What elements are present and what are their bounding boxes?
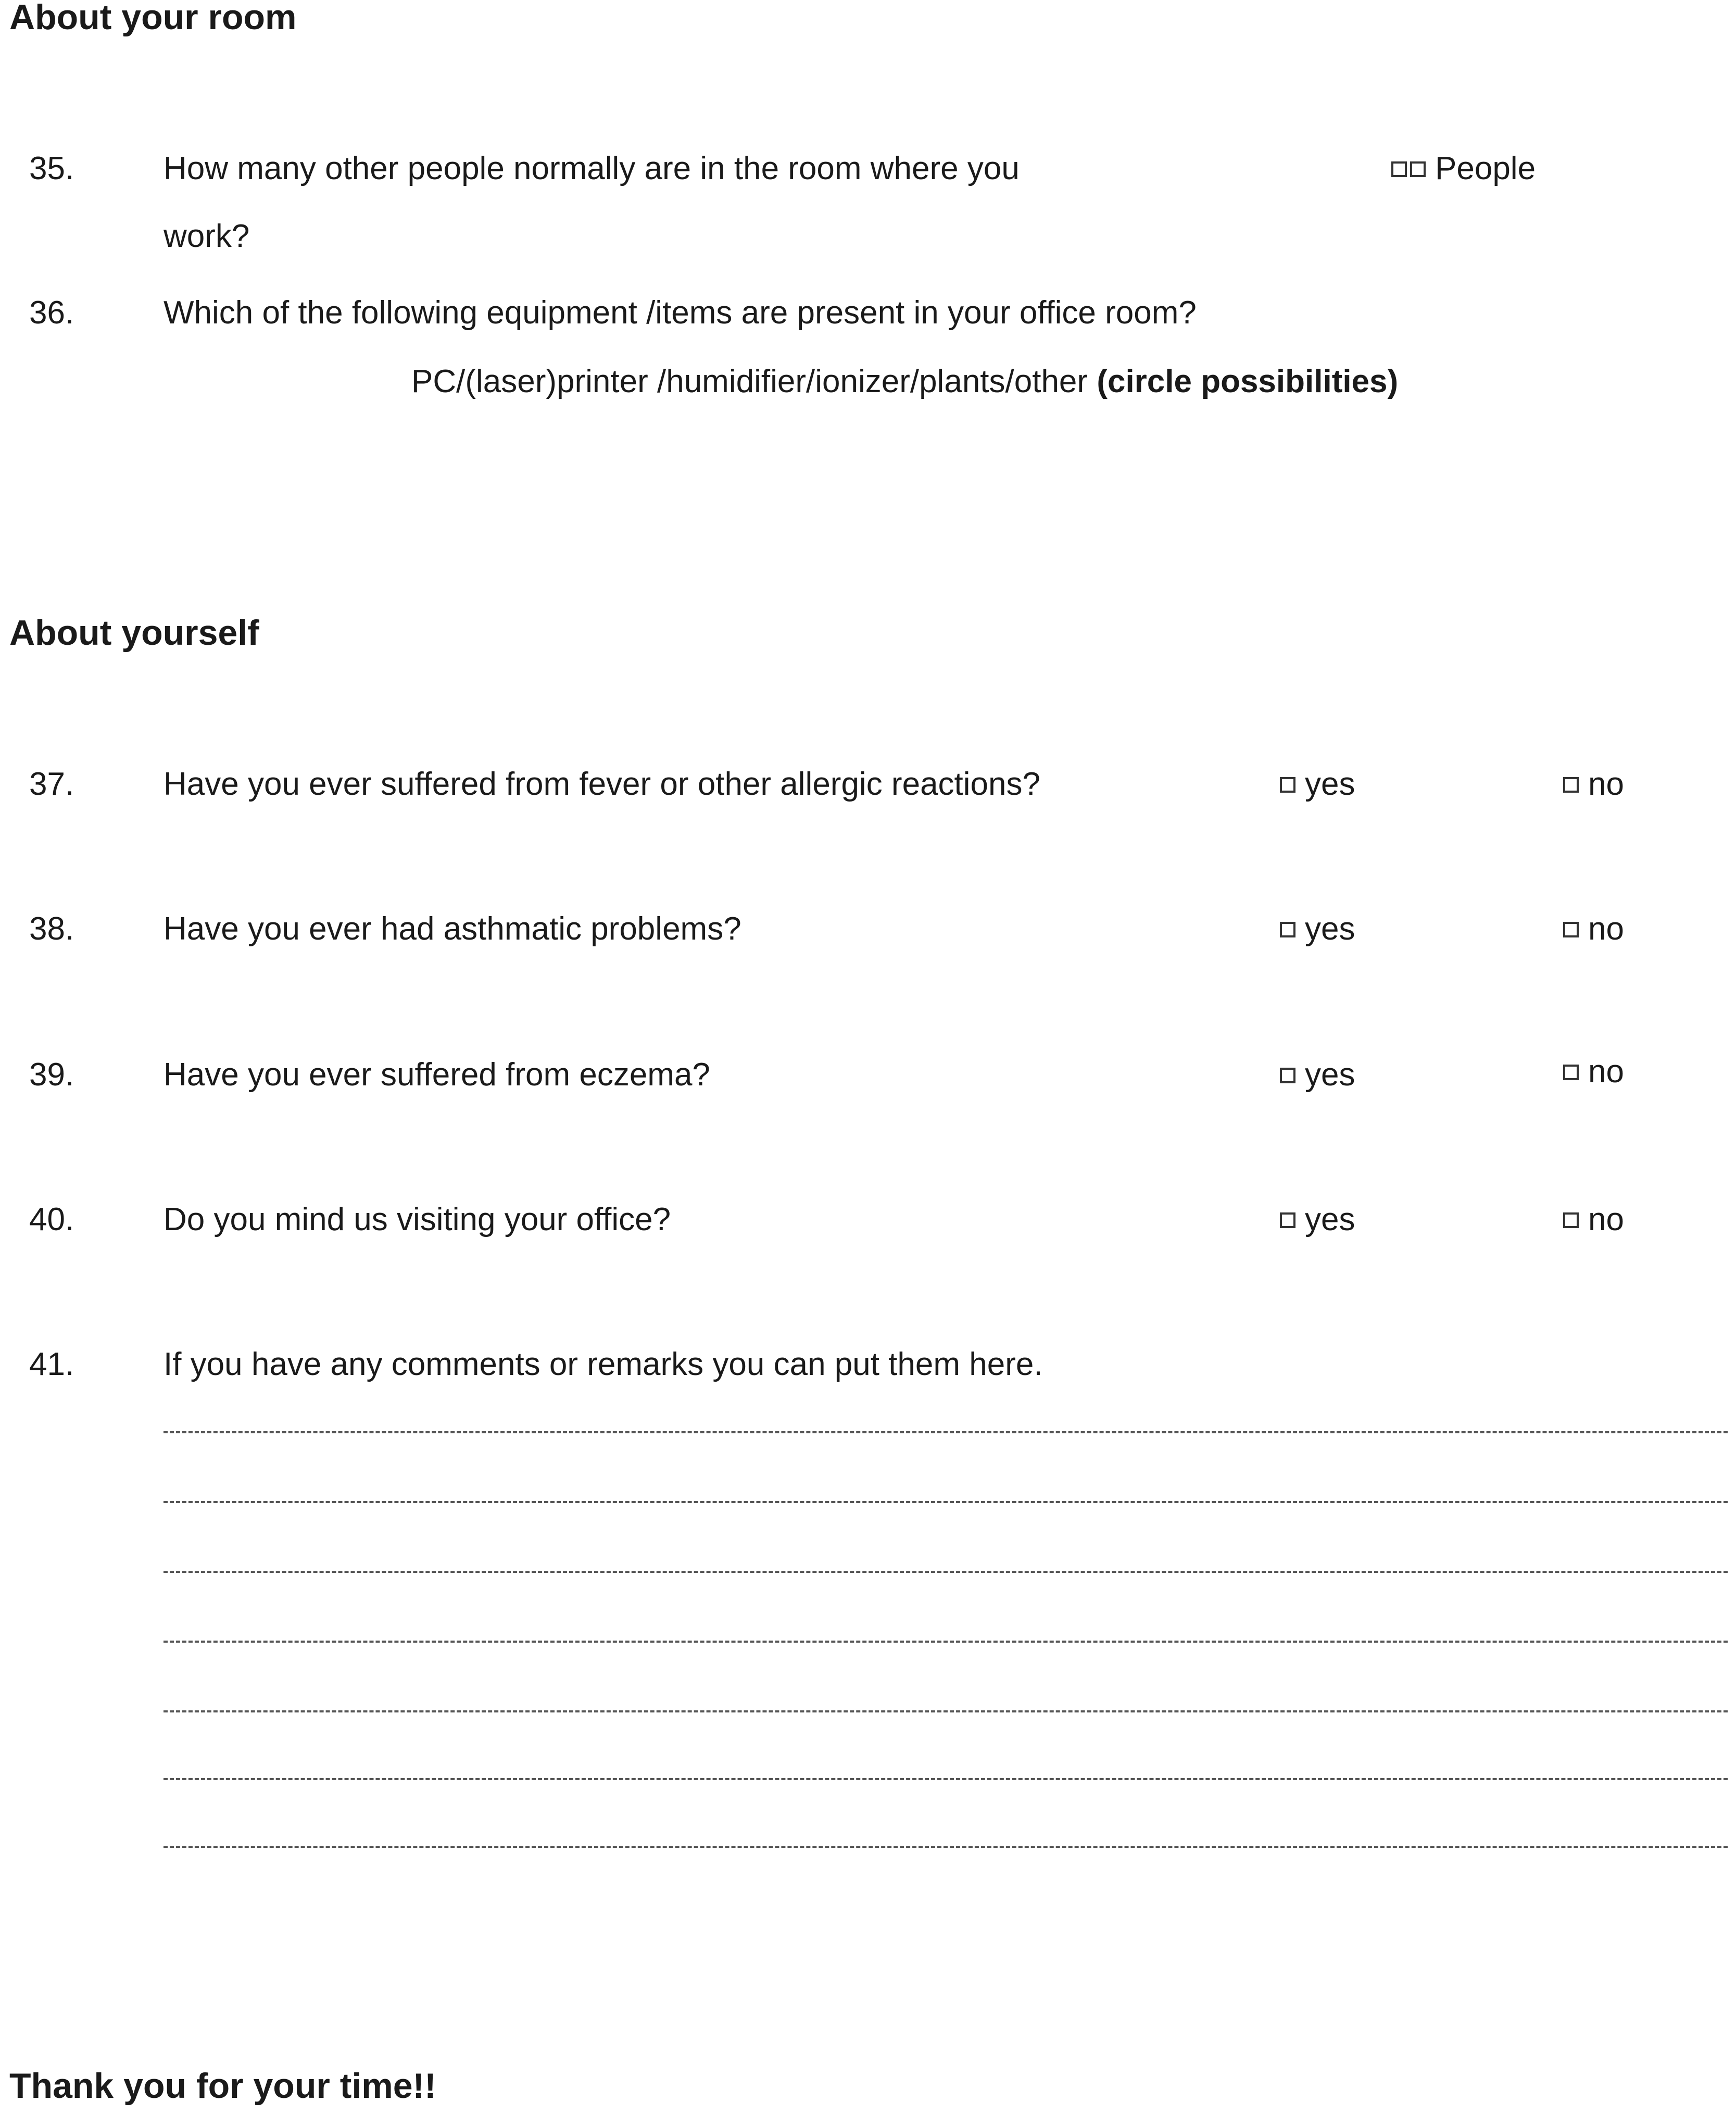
comment-line[interactable] xyxy=(163,1431,1728,1433)
no-label: no xyxy=(1588,766,1624,802)
yes-label: yes xyxy=(1305,766,1355,802)
comment-line[interactable] xyxy=(163,1641,1728,1643)
section-heading-room: About your room xyxy=(9,0,297,37)
question-number-38: 38. xyxy=(29,911,74,947)
answer-yes-37[interactable] xyxy=(1280,766,1355,803)
question-number-36: 36. xyxy=(29,295,74,331)
answer-no-38[interactable] xyxy=(1563,910,1624,947)
answer-no-39[interactable] xyxy=(1563,1053,1624,1090)
checkbox-no-39[interactable] xyxy=(1563,1065,1579,1080)
equipment-options-list[interactable]: PC/(laser)printer /humidifier/ionizer/plants/other xyxy=(411,364,1088,399)
question-number-37: 37. xyxy=(29,766,74,802)
question-number-39: 39. xyxy=(29,1057,74,1093)
yes-label: yes xyxy=(1305,1057,1355,1093)
question-text-41: If you have any comments or remarks you can put them here. xyxy=(163,1346,1043,1382)
question-text-40: Do you mind us visiting your office? xyxy=(163,1202,671,1237)
checkbox-yes-39[interactable] xyxy=(1280,1068,1295,1083)
checkbox-digit-1[interactable] xyxy=(1391,161,1407,177)
comment-line[interactable] xyxy=(163,1571,1728,1573)
circle-instruction: (circle possibilities) xyxy=(1097,364,1399,399)
thank-you-note: Thank you for your time!! xyxy=(9,2066,436,2106)
answer-yes-38[interactable] xyxy=(1280,910,1355,947)
checkbox-yes-38[interactable] xyxy=(1280,922,1295,937)
people-label: People xyxy=(1435,151,1536,186)
yes-label: yes xyxy=(1305,911,1355,947)
checkbox-yes-40[interactable] xyxy=(1280,1212,1295,1228)
comment-line[interactable] xyxy=(163,1710,1728,1712)
question-text-38: Have you ever had asthmatic problems? xyxy=(163,911,741,947)
question-number-41: 41. xyxy=(29,1346,74,1382)
checkbox-yes-37[interactable] xyxy=(1280,777,1295,793)
answer-no-40[interactable] xyxy=(1563,1201,1624,1238)
comment-line[interactable] xyxy=(163,1778,1728,1780)
answer-yes-40[interactable] xyxy=(1280,1201,1355,1238)
answer-yes-39[interactable] xyxy=(1280,1056,1355,1093)
people-count-field[interactable] xyxy=(1391,150,1536,187)
answer-no-37[interactable] xyxy=(1563,766,1624,803)
no-label: no xyxy=(1588,1054,1624,1090)
question-text-39: Have you ever suffered from eczema? xyxy=(163,1057,710,1093)
comment-line[interactable] xyxy=(163,1846,1728,1848)
checkbox-no-40[interactable] xyxy=(1563,1212,1579,1228)
question-text-35-continued: work? xyxy=(163,218,250,254)
no-label: no xyxy=(1588,911,1624,947)
checkbox-digit-2[interactable] xyxy=(1410,161,1426,177)
equipment-options[interactable] xyxy=(411,363,1398,400)
checkbox-no-37[interactable] xyxy=(1563,777,1579,793)
question-text-36: Which of the following equipment /items are present in your office room? xyxy=(163,295,1197,331)
question-text-35: How many other people normally are in the room where you xyxy=(163,151,1020,186)
yes-label: yes xyxy=(1305,1202,1355,1237)
question-text-37: Have you ever suffered from fever or other allergic reactions? xyxy=(163,766,1040,802)
section-heading-self: About yourself xyxy=(9,613,259,653)
checkbox-no-38[interactable] xyxy=(1563,922,1579,937)
no-label: no xyxy=(1588,1202,1624,1237)
question-number-35: 35. xyxy=(29,151,74,186)
question-number-40: 40. xyxy=(29,1202,74,1237)
comment-line[interactable] xyxy=(163,1501,1728,1503)
